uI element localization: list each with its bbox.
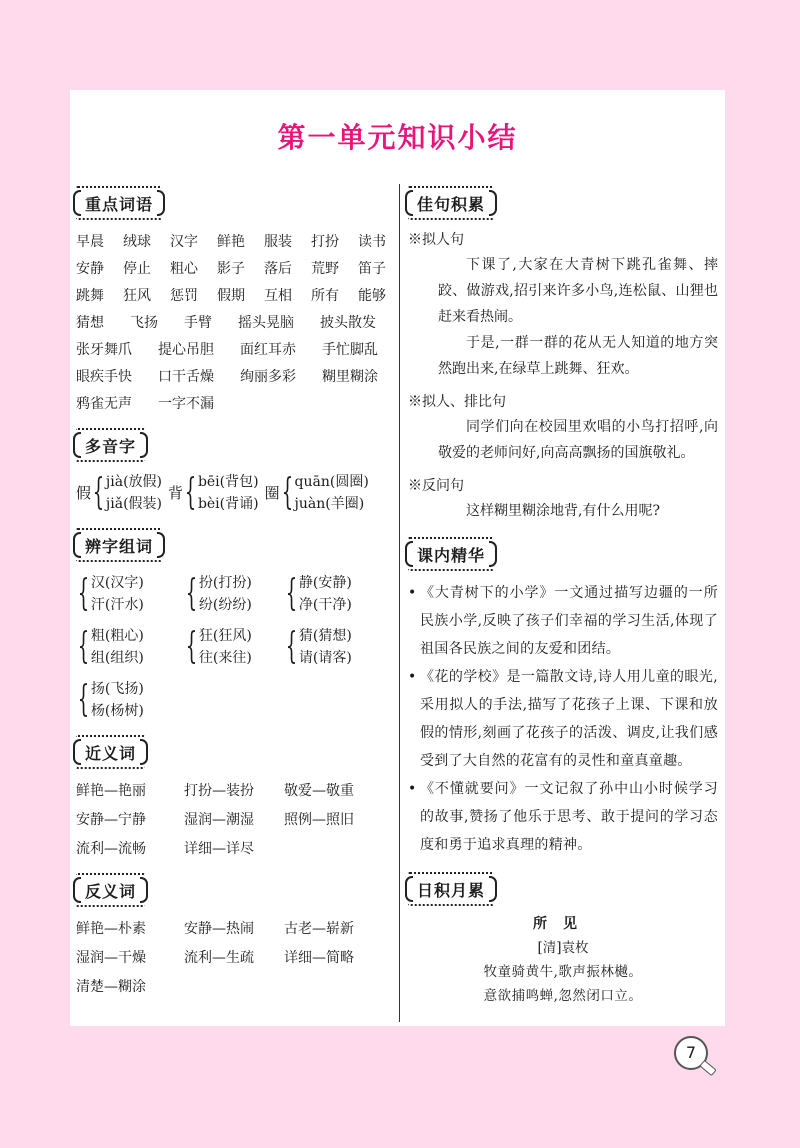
section-heading: 日积月累 [408,872,494,906]
page-title: 第一单元知识小结 [277,121,518,154]
sentence-type-label: ※拟人句 [408,232,464,248]
key-phrase: 口干舌燥 [158,369,214,385]
distinguish-pair [184,572,284,616]
key-word: 狂风 [123,288,151,304]
polyphone-reading: jiǎ(假装) [105,496,163,512]
key-word: 笛子 [358,261,386,277]
right-column [408,186,718,1008]
key-word: 鲜艳 [217,234,245,250]
section-heading: 课内精华 [408,537,494,571]
brace-icon: { [281,472,293,513]
polyphone-reading: bèi(背诵) [197,496,259,512]
key-words-section [76,186,386,415]
key-word: 绒球 [123,234,151,250]
phrase-row [76,339,386,361]
section-heading: 佳句积累 [408,186,494,220]
polyphone-readings [295,471,369,515]
synonyms-section [76,735,386,860]
distinguish-word: 纷(纷纷) [198,597,252,613]
sentence-type-label: ※拟人、排比句 [408,394,506,410]
polyphone-row [76,471,386,515]
key-phrase: 张牙舞爪 [76,342,132,358]
synonyms-grid [76,780,386,860]
distinguish-section [76,528,386,722]
key-word: 互相 [264,288,292,304]
key-words-grid [76,231,386,307]
distinguish-word: 猜(猜想) [298,628,352,644]
sentence-groups [408,228,718,524]
antonyms-section [76,873,386,998]
sentence-paragraph: 这样糊里糊涂地背,有什么用呢? [466,503,660,519]
brace-icon: { [77,626,90,667]
sentence-paragraph: 于是,一群一群的花从无人知道的地方突然跑出来,在绿草上跳舞、狂欢。 [438,335,718,377]
poem-line: 意欲捕鸣蝉,忽然闭口立。 [483,988,643,1004]
polyphone-group [76,471,162,515]
sentence-type-label: ※反问句 [408,478,464,494]
synonym-pair: 敬爱—敬重 [284,783,354,799]
distinguish-word: 狂(狂风) [198,628,252,644]
polyphone-readings [198,471,259,515]
column-divider [399,184,400,1022]
distinguish-word: 组(组织) [90,650,144,666]
synonym-pair: 照例—照旧 [284,812,354,828]
key-phrase: 绚丽多彩 [240,369,296,385]
key-word: 荒野 [311,261,339,277]
distinguish-word: 净(干净) [298,597,352,613]
sentence-paragraph: 同学们向在校园里欢唱的小鸟打招呼,向敬爱的老师问好,向高高飘扬的国旗敬礼。 [438,419,718,461]
key-phrase: 鸦雀无声 [76,396,132,412]
distinguish-word: 汉(汉字) [90,575,144,591]
polyphone-char: 圈 [264,484,280,502]
polyphone-reading: bēi(背包) [197,474,259,490]
poem-title: 所见 [533,916,593,932]
page-sheet [70,90,725,1026]
brace-icon: { [285,573,298,614]
highlights-section [408,537,718,859]
key-word: 落后 [264,261,292,277]
antonym-pair: 湿润—干燥 [76,950,146,966]
phrase-row [76,312,386,334]
section-heading: 多音字 [76,428,145,462]
highlight-item: • 《不懂就要问》一文记叙了孙中山小时候学习的故事,赞扬了他乐于思考、敢于提问的学习态度和勇于追求真理的精神。 [408,775,718,859]
distinguish-word: 静(安静) [298,575,352,591]
key-word: 假期 [217,288,245,304]
key-phrases [76,312,386,415]
distinguish-words [91,678,144,722]
sentence-paragraphs [408,414,718,466]
key-phrase: 猜想 [76,315,104,331]
synonym-pair: 流利—流畅 [76,841,146,857]
key-word: 影子 [217,261,245,277]
key-phrase: 披头散发 [320,315,376,331]
highlights-list [408,579,718,859]
section-heading: 近义词 [76,735,145,769]
brace-icon: { [92,472,105,513]
poem [408,912,718,1008]
section-heading: 反义词 [76,873,145,907]
key-word: 所有 [311,288,339,304]
distinguish-word: 粗(粗心) [90,628,144,644]
key-phrase: 面红耳赤 [240,342,296,358]
sentence-paragraphs [408,252,718,382]
polyphone-readings [106,471,162,515]
distinguish-word: 往(来往) [198,650,252,666]
poem-line: 牧童骑黄牛,歌声振林樾。 [483,964,643,980]
brace-icon: { [185,573,198,614]
accumulation-section [408,872,718,1008]
polyphone-group [265,471,369,515]
key-word: 粗心 [170,261,198,277]
polyphone-reading: jià(放假) [105,474,163,490]
key-phrase: 手臂 [184,315,212,331]
highlight-item: • 《花的学校》是一篇散文诗,诗人用儿童的眼光,采用拟人的手法,描写了花孩子上课、下课和放假的情形,刻画了花孩子的活泼、调皮,让我们感受到了大自然的花富有的灵性和童真童趣。 [408,663,718,775]
distinguish-pair [184,625,284,669]
distinguish-words [199,572,252,616]
distinguish-words [299,572,352,616]
distinguish-word: 汗(汗水) [90,597,144,613]
left-column [76,186,386,998]
key-word: 打扮 [311,234,339,250]
synonym-pair: 湿润—潮湿 [184,812,254,828]
antonym-pair: 古老—崭新 [284,921,354,937]
distinguish-pair [76,572,184,616]
distinguish-words [91,625,144,669]
key-word: 惩罚 [170,288,198,304]
key-word: 早晨 [76,234,104,250]
key-word: 服装 [264,234,292,250]
distinguish-words [91,572,144,616]
distinguish-pair [76,678,184,722]
sentence-paragraph: 下课了,大家在大青树下跳孔雀舞、摔跤、做游戏,招引来许多小鸟,连松鼠、山狸也赶来看热闹。 [438,257,718,325]
section-heading: 辨字组词 [76,528,162,562]
brace-icon: { [285,626,298,667]
key-phrase: 摇头晃脑 [238,315,294,331]
distinguish-words [199,625,252,669]
synonym-pair: 鲜艳—艳丽 [76,783,146,799]
antonym-pair: 安静—热闹 [184,921,254,937]
key-word: 跳舞 [76,288,104,304]
brace-icon: { [184,472,197,513]
polyphone-char: 假 [76,484,92,502]
section-heading: 重点词语 [76,186,162,220]
distinguish-word: 请(请客) [298,650,352,666]
magnifier-handle-icon [699,1060,716,1076]
key-phrase: 眼疾手快 [76,369,132,385]
key-phrase: 手忙脚乱 [322,342,378,358]
key-phrase: 飞扬 [130,315,158,331]
distinguish-grid [76,572,386,722]
key-word: 安静 [76,261,104,277]
key-word: 能够 [358,288,386,304]
distinguish-pair [76,625,184,669]
key-phrase: 糊里糊涂 [322,369,378,385]
synonym-pair: 详细—详尽 [184,841,254,857]
distinguish-pair [284,625,384,669]
sentence-paragraphs [408,498,718,524]
polyphone-char: 背 [168,484,184,502]
key-word: 停止 [123,261,151,277]
brace-icon: { [77,679,90,720]
distinguish-word: 杨(杨树) [90,703,144,719]
page-number-badge [672,1036,716,1080]
key-word: 汉字 [170,234,198,250]
synonym-pair: 打扮—装扮 [184,783,254,799]
polyphone-reading: juàn(羊圈) [294,496,365,512]
antonym-pair: 流利—生疏 [184,950,254,966]
distinguish-pair [284,572,384,616]
antonym-pair: 清楚—糊涂 [76,979,146,995]
polyphone-group [168,471,259,515]
polyphones-section [76,428,386,515]
key-phrase: 一字不漏 [158,396,214,412]
poem-author: [清]袁枚 [537,940,589,956]
polyphone-reading: quān(圆圈) [294,474,369,490]
antonym-pair: 详细—简略 [284,950,354,966]
distinguish-word: 扬(飞扬) [90,681,144,697]
highlight-item: • 《大青树下的小学》一文通过描写边疆的一所民族小学,反映了孩子们幸福的学习生活,体现了祖国各民族之间的友爱和团结。 [408,579,718,663]
synonym-pair: 安静—宁静 [76,812,146,828]
brace-icon: { [77,573,90,614]
distinguish-word: 扮(打扮) [198,575,252,591]
phrase-row [76,366,386,388]
key-word: 读书 [358,234,386,250]
phrase-row [76,393,386,415]
sentences-section [408,186,718,524]
distinguish-words [299,625,352,669]
antonyms-grid [76,918,386,998]
brace-icon: { [185,626,198,667]
page-number: 7 [674,1036,708,1070]
key-phrase: 提心吊胆 [158,342,214,358]
antonym-pair: 鲜艳—朴素 [76,921,146,937]
